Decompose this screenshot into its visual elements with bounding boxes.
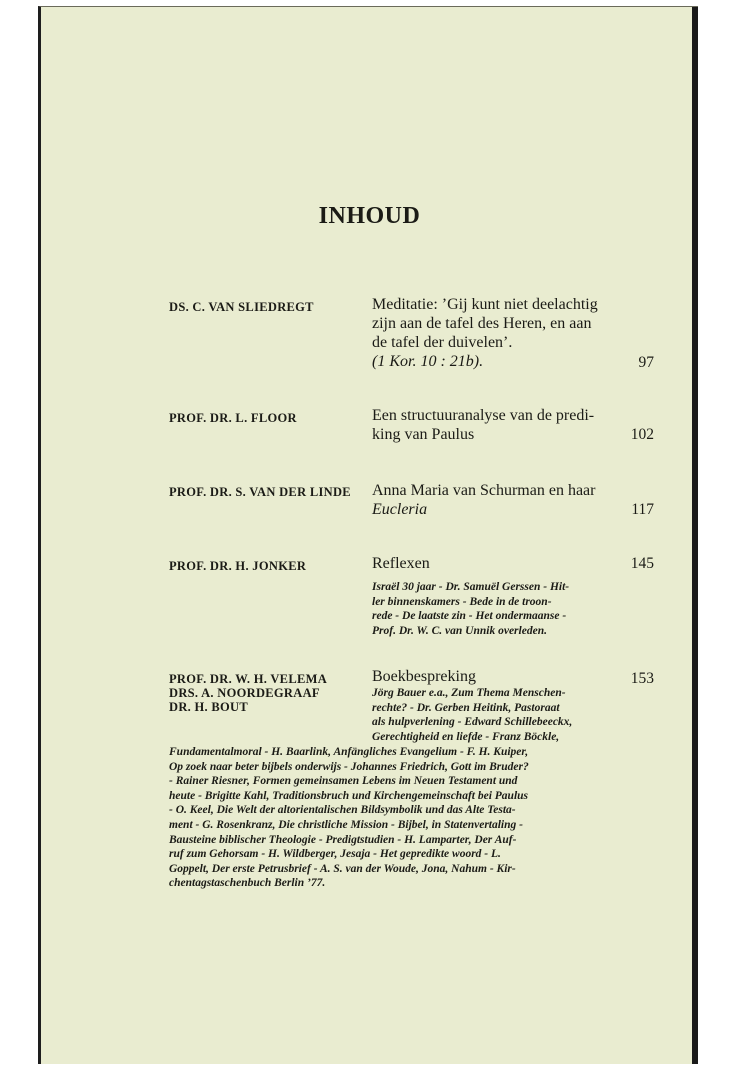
review-line: Goppelt, Der erste Petrusbrief - A. S. van der Woude, Jona, Nahum - Kir- [169,862,516,875]
entry-title [372,406,622,444]
document-page [38,6,698,1064]
page-edge-shadow [692,7,698,1064]
entry-title-line: Anna Maria van Schurman en haar [372,482,596,499]
entry-title [372,554,622,573]
entry-title-line: de tafel der duivelen’. [372,334,513,351]
review-list-wide [169,745,618,891]
entry-page-number: 97 [638,354,654,371]
review-line: Bausteine biblischer Theologie - Predigtstudien - H. Lamparter, Der Auf- [169,833,517,846]
entry-author: PROF. DR. S. VAN DER LINDE [169,485,351,499]
subitem-line: rede - De laatste zin - Het ondermaanse - [372,610,567,622]
review-line: - O. Keel, Die Welt der altorientalischen Bildsymbolik und das Alte Testa- [169,804,516,817]
review-list-narrow [372,686,618,744]
entry-page-number: 117 [631,501,654,518]
subitem-line: Israël 30 jaar - Dr. Samuël Gerssen - Hit- [372,581,570,593]
entry-author: PROF. DR. W. H. VELEMA [169,672,328,686]
entry-author: DRS. A. NOORDEGRAAF [169,686,320,700]
review-line: ruf zum Gehorsam - H. Wildberger, Jesaja - Het gepredikte woord - L. [169,848,501,861]
entry-title: Boekbespreking [372,668,476,685]
review-line: - Rainer Riesner, Formen gemeinsamen Lebens im Neuen Testament und [169,775,518,788]
review-line: ment - G. Rosenkranz, Die christliche Mission - Bijbel, in Statenvertaling - [169,818,523,831]
subitem-line: Prof. Dr. W. C. van Unnik overleden. [372,624,547,637]
review-line: Gerechtigheid en liefde - Franz Böckle, [372,730,560,743]
entry-author: DR. H. BOUT [169,700,249,714]
page-title: INHOUD [318,203,421,229]
review-line: Jörg Bauer e.a., Zum Thema Menschen- [372,687,566,699]
entry-author: PROF. DR. H. JONKER [169,559,307,573]
entry-authors [169,672,327,714]
subitem-line: ler binnenskamers - Bede in de troon- [372,595,552,608]
entry-page-number: 145 [630,555,654,572]
entry-title [372,295,622,371]
entry-title-reference: (1 Kor. 10 : 21b). [372,353,484,370]
review-line: rechte? - Dr. Gerben Heitink, Pastoraat [372,701,560,714]
entry-page-number: 153 [630,670,654,687]
review-line: Op zoek naar beter bijbels onderwijs - Johannes Friedrich, Gott im Bruder? [169,760,529,773]
review-line: Fundamentalmoral - H. Baarlink, Anfängliches Evangelium - F. H. Kuiper, [169,746,529,758]
entry-title [372,481,622,519]
entry-author: PROF. DR. L. FLOOR [169,411,297,425]
entry-title-line: zijn aan de tafel des Heren, en aan [372,315,592,332]
entry-title-italic: Eucleria [372,501,428,518]
entry-title-line: king van Paulus [372,426,475,443]
entry-title-line: Meditatie: ’Gij kunt niet deelachtig [372,296,598,313]
review-line: chentagstaschenbuch Berlin ’77. [169,877,326,890]
entry-page-number: 102 [630,426,654,443]
entry-title-line: Een structuuranalyse van de predi- [372,407,595,424]
review-line: heute - Brigitte Kahl, Traditionsbruch und Kirchengemeinschaft bei Paulus [169,789,529,802]
entry-title-line: Reflexen [372,555,430,572]
entry-subitems [372,580,622,638]
entry-author: DS. C. VAN SLIEDREGT [169,300,314,314]
review-line: als hulpverlening - Edward Schillebeeckx, [372,716,573,729]
